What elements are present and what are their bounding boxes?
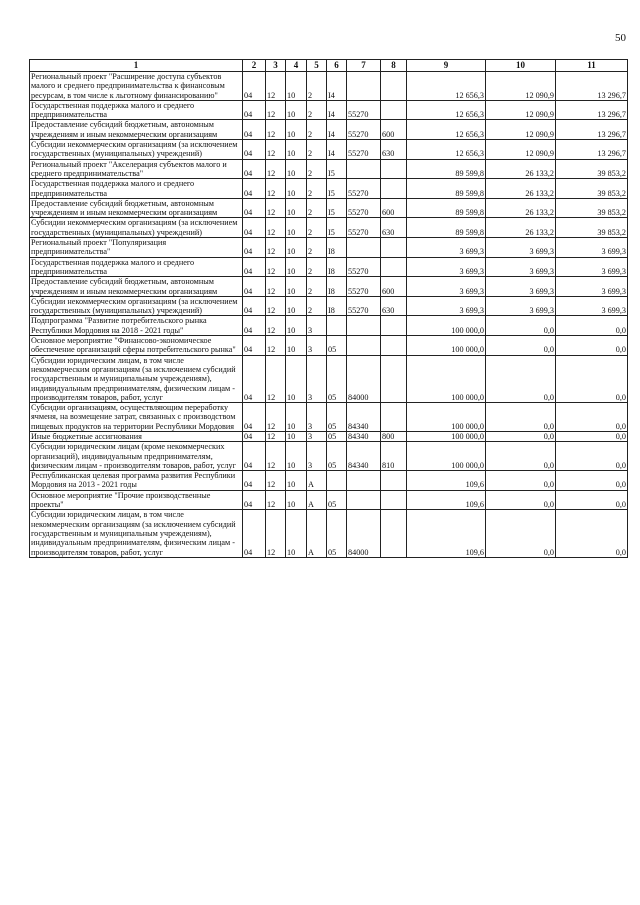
code-cell: 05 bbox=[327, 490, 347, 510]
table-row bbox=[30, 442, 628, 471]
code-cell: 04 bbox=[243, 238, 266, 258]
table-row bbox=[30, 355, 628, 402]
code-cell: 12 bbox=[266, 179, 286, 199]
code-cell: 10 bbox=[286, 403, 307, 432]
table-row bbox=[30, 257, 628, 277]
code-cell: 12 bbox=[266, 238, 286, 258]
row-name-cell: Субсидии некоммерческим организациям (за исключением государственных (муниципальных) учреждений) bbox=[30, 296, 243, 316]
budget-table bbox=[29, 59, 628, 558]
code-cell: 55270 bbox=[347, 100, 381, 120]
amount-cell: 89 599,8 bbox=[407, 198, 486, 218]
code-cell: I8 bbox=[327, 296, 347, 316]
code-cell: 10 bbox=[286, 431, 307, 441]
code-cell: 04 bbox=[243, 471, 266, 491]
amount-cell: 109,6 bbox=[407, 471, 486, 491]
amount-cell: 109,6 bbox=[407, 510, 486, 557]
code-cell: 600 bbox=[381, 277, 407, 297]
code-cell: 630 bbox=[381, 218, 407, 238]
code-cell bbox=[381, 403, 407, 432]
table-row bbox=[30, 179, 628, 199]
amount-cell: 0,0 bbox=[556, 355, 628, 402]
code-cell: 12 bbox=[266, 490, 286, 510]
table-row bbox=[30, 471, 628, 491]
code-cell: 10 bbox=[286, 120, 307, 140]
code-cell: 10 bbox=[286, 140, 307, 160]
amount-cell: 13 296,7 bbox=[556, 72, 628, 101]
code-cell: 04 bbox=[243, 198, 266, 218]
code-cell bbox=[347, 159, 381, 179]
code-cell: 2 bbox=[307, 198, 327, 218]
page-number: 50 bbox=[615, 32, 626, 44]
code-cell bbox=[381, 159, 407, 179]
code-cell: 12 bbox=[266, 72, 286, 101]
table-row bbox=[30, 490, 628, 510]
code-cell: 10 bbox=[286, 159, 307, 179]
code-cell: А bbox=[307, 510, 327, 557]
code-cell: 2 bbox=[307, 179, 327, 199]
code-cell bbox=[381, 316, 407, 336]
amount-cell: 26 133,2 bbox=[486, 198, 556, 218]
amount-cell: 0,0 bbox=[486, 490, 556, 510]
column-header: 9 bbox=[407, 60, 486, 72]
code-cell: 04 bbox=[243, 120, 266, 140]
code-cell: 55270 bbox=[347, 277, 381, 297]
row-name-cell: Субсидии юридическим лицам, в том числе некоммерческим организациям (за исключением субсидий государственным и муниципальным учреждениям), индивидуальным предпринимателям, физическим лицам - производителям товаров, работ, услуг bbox=[30, 355, 243, 402]
code-cell: 04 bbox=[243, 490, 266, 510]
table-row bbox=[30, 316, 628, 336]
code-cell: 84340 bbox=[347, 442, 381, 471]
code-cell: 12 bbox=[266, 336, 286, 356]
amount-cell: 12 656,3 bbox=[407, 100, 486, 120]
code-cell: I4 bbox=[327, 120, 347, 140]
code-cell: 04 bbox=[243, 403, 266, 432]
code-cell bbox=[381, 510, 407, 557]
code-cell: 12 bbox=[266, 100, 286, 120]
code-cell: 630 bbox=[381, 296, 407, 316]
table-row bbox=[30, 431, 628, 441]
code-cell: 10 bbox=[286, 179, 307, 199]
code-cell: 04 bbox=[243, 277, 266, 297]
amount-cell: 3 699,3 bbox=[486, 257, 556, 277]
code-cell: 10 bbox=[286, 218, 307, 238]
amount-cell: 12 090,9 bbox=[486, 72, 556, 101]
amount-cell: 0,0 bbox=[556, 403, 628, 432]
code-cell: 55270 bbox=[347, 296, 381, 316]
amount-cell: 0,0 bbox=[486, 442, 556, 471]
amount-cell: 3 699,3 bbox=[556, 257, 628, 277]
code-cell: 12 bbox=[266, 140, 286, 160]
amount-cell: 100 000,0 bbox=[407, 355, 486, 402]
code-cell: I4 bbox=[327, 100, 347, 120]
row-name-cell: Основное мероприятие "Финансово-экономическое обеспечение организаций сферы потребительского рынка" bbox=[30, 336, 243, 356]
code-cell: 05 bbox=[327, 403, 347, 432]
amount-cell: 12 090,9 bbox=[486, 140, 556, 160]
amount-cell: 26 133,2 bbox=[486, 218, 556, 238]
code-cell: 04 bbox=[243, 316, 266, 336]
amount-cell: 100 000,0 bbox=[407, 442, 486, 471]
amount-cell: 39 853,2 bbox=[556, 179, 628, 199]
amount-cell: 13 296,7 bbox=[556, 140, 628, 160]
code-cell: I4 bbox=[327, 72, 347, 101]
table-row bbox=[30, 120, 628, 140]
code-cell: 12 bbox=[266, 442, 286, 471]
code-cell: 84000 bbox=[347, 510, 381, 557]
code-cell bbox=[381, 471, 407, 491]
table-row bbox=[30, 336, 628, 356]
code-cell: 10 bbox=[286, 471, 307, 491]
amount-cell: 26 133,2 bbox=[486, 159, 556, 179]
row-name-cell: Предоставление субсидий бюджетным, автономным учреждениям и иным некоммерческим организациям bbox=[30, 120, 243, 140]
code-cell bbox=[347, 238, 381, 258]
table-row bbox=[30, 238, 628, 258]
code-cell: 04 bbox=[243, 140, 266, 160]
code-cell: 2 bbox=[307, 277, 327, 297]
row-name-cell: Государственная поддержка малого и среднего предпринимательства bbox=[30, 257, 243, 277]
code-cell: I5 bbox=[327, 198, 347, 218]
amount-cell: 3 699,3 bbox=[407, 277, 486, 297]
amount-cell: 3 699,3 bbox=[486, 296, 556, 316]
row-name-cell: Субсидии юридическим лицам, в том числе некоммерческим организациям (за исключением субсидий государственным и муниципальным учреждениям), индивидуальным предпринимателям, физическим лицам - производителям товаров, работ, услуг bbox=[30, 510, 243, 557]
amount-cell: 3 699,3 bbox=[407, 238, 486, 258]
amount-cell: 100 000,0 bbox=[407, 431, 486, 441]
table-row bbox=[30, 159, 628, 179]
code-cell: 10 bbox=[286, 257, 307, 277]
code-cell bbox=[347, 316, 381, 336]
code-cell: I5 bbox=[327, 218, 347, 238]
code-cell: 3 bbox=[307, 355, 327, 402]
code-cell: 2 bbox=[307, 238, 327, 258]
code-cell: 10 bbox=[286, 72, 307, 101]
code-cell: 12 bbox=[266, 431, 286, 441]
code-cell bbox=[381, 100, 407, 120]
code-cell: 55270 bbox=[347, 179, 381, 199]
amount-cell: 39 853,2 bbox=[556, 198, 628, 218]
code-cell: I4 bbox=[327, 140, 347, 160]
code-cell: 04 bbox=[243, 257, 266, 277]
row-name-cell: Подпрограмма "Развитие потребительского рынка Республики Мордовия на 2018 - 2021 годы" bbox=[30, 316, 243, 336]
row-name-cell: Государственная поддержка малого и среднего предпринимательства bbox=[30, 100, 243, 120]
code-cell: 12 bbox=[266, 510, 286, 557]
code-cell: 55270 bbox=[347, 257, 381, 277]
row-name-cell: Республиканская целевая программа развития Республики Мордовия на 2013 - 2021 годы bbox=[30, 471, 243, 491]
amount-cell: 0,0 bbox=[556, 316, 628, 336]
amount-cell: 0,0 bbox=[486, 316, 556, 336]
code-cell: 3 bbox=[307, 442, 327, 471]
code-cell: 04 bbox=[243, 431, 266, 441]
amount-cell: 12 656,3 bbox=[407, 140, 486, 160]
code-cell: 55270 bbox=[347, 218, 381, 238]
amount-cell: 0,0 bbox=[486, 403, 556, 432]
code-cell: 04 bbox=[243, 218, 266, 238]
code-cell: 12 bbox=[266, 159, 286, 179]
code-cell: 3 bbox=[307, 336, 327, 356]
code-cell: 84340 bbox=[347, 431, 381, 441]
row-name-cell: Субсидии организациям, осуществляющим переработку ячменя, на возмещение затрат, связанных с производством пищевых продуктов на территории Республики Мордовия bbox=[30, 403, 243, 432]
table-row bbox=[30, 277, 628, 297]
amount-cell: 3 699,3 bbox=[407, 296, 486, 316]
code-cell: 55270 bbox=[347, 120, 381, 140]
code-cell: 12 bbox=[266, 471, 286, 491]
code-cell: 10 bbox=[286, 238, 307, 258]
code-cell: I5 bbox=[327, 179, 347, 199]
amount-cell: 0,0 bbox=[486, 355, 556, 402]
amount-cell: 89 599,8 bbox=[407, 218, 486, 238]
table-row bbox=[30, 403, 628, 432]
code-cell: 55270 bbox=[347, 140, 381, 160]
column-header: 11 bbox=[556, 60, 628, 72]
table-body bbox=[30, 72, 628, 558]
code-cell: 2 bbox=[307, 140, 327, 160]
code-cell: 84340 bbox=[347, 403, 381, 432]
amount-cell: 89 599,8 bbox=[407, 159, 486, 179]
code-cell: 810 bbox=[381, 442, 407, 471]
column-header: 10 bbox=[486, 60, 556, 72]
amount-cell: 109,6 bbox=[407, 490, 486, 510]
code-cell: 10 bbox=[286, 316, 307, 336]
code-cell: 10 bbox=[286, 100, 307, 120]
table-row bbox=[30, 198, 628, 218]
code-cell: I8 bbox=[327, 257, 347, 277]
code-cell: 3 bbox=[307, 403, 327, 432]
code-cell: 12 bbox=[266, 218, 286, 238]
code-cell bbox=[381, 72, 407, 101]
code-cell: 12 bbox=[266, 403, 286, 432]
row-name-cell: Региональный проект "Расширение доступа субъектов малого и среднего предпринимательства к финансовым ресурсам, в том числе к льготному финансированию" bbox=[30, 72, 243, 101]
amount-cell: 0,0 bbox=[486, 431, 556, 441]
code-cell: 2 bbox=[307, 159, 327, 179]
table-row bbox=[30, 510, 628, 557]
row-name-cell: Региональный проект "Акселерация субъектов малого и среднего предпринимательства" bbox=[30, 159, 243, 179]
code-cell: 05 bbox=[327, 355, 347, 402]
code-cell: 12 bbox=[266, 296, 286, 316]
amount-cell: 12 090,9 bbox=[486, 100, 556, 120]
amount-cell: 0,0 bbox=[556, 442, 628, 471]
code-cell: 10 bbox=[286, 277, 307, 297]
column-header: 2 bbox=[243, 60, 266, 72]
amount-cell: 3 699,3 bbox=[556, 296, 628, 316]
table-row bbox=[30, 296, 628, 316]
amount-cell: 0,0 bbox=[556, 431, 628, 441]
code-cell: А bbox=[307, 471, 327, 491]
code-cell: 3 bbox=[307, 431, 327, 441]
table-row bbox=[30, 218, 628, 238]
table-header-row bbox=[30, 60, 628, 72]
table-row bbox=[30, 100, 628, 120]
amount-cell: 3 699,3 bbox=[486, 238, 556, 258]
column-header: 6 bbox=[327, 60, 347, 72]
amount-cell: 3 699,3 bbox=[556, 277, 628, 297]
table-row bbox=[30, 72, 628, 101]
amount-cell: 0,0 bbox=[486, 471, 556, 491]
amount-cell: 100 000,0 bbox=[407, 336, 486, 356]
code-cell: 600 bbox=[381, 120, 407, 140]
code-cell: 2 bbox=[307, 100, 327, 120]
code-cell bbox=[381, 490, 407, 510]
code-cell: 12 bbox=[266, 355, 286, 402]
column-header: 5 bbox=[307, 60, 327, 72]
amount-cell: 0,0 bbox=[556, 490, 628, 510]
amount-cell: 0,0 bbox=[556, 336, 628, 356]
code-cell: 04 bbox=[243, 510, 266, 557]
code-cell: 12 bbox=[266, 316, 286, 336]
code-cell: 04 bbox=[243, 336, 266, 356]
code-cell: 04 bbox=[243, 159, 266, 179]
amount-cell: 12 656,3 bbox=[407, 72, 486, 101]
code-cell bbox=[347, 72, 381, 101]
row-name-cell: Предоставление субсидий бюджетным, автономным учреждениям и иным некоммерческим организациям bbox=[30, 198, 243, 218]
row-name-cell: Государственная поддержка малого и среднего предпринимательства bbox=[30, 179, 243, 199]
amount-cell: 3 699,3 bbox=[556, 238, 628, 258]
row-name-cell: Субсидии некоммерческим организациям (за исключением государственных (муниципальных) учреждений) bbox=[30, 218, 243, 238]
table-row bbox=[30, 140, 628, 160]
code-cell: 10 bbox=[286, 296, 307, 316]
code-cell: 12 bbox=[266, 198, 286, 218]
row-name-cell: Субсидии некоммерческим организациям (за исключением государственных (муниципальных) учреждений) bbox=[30, 140, 243, 160]
column-header: 4 bbox=[286, 60, 307, 72]
amount-cell: 39 853,2 bbox=[556, 218, 628, 238]
code-cell bbox=[327, 471, 347, 491]
column-header: 7 bbox=[347, 60, 381, 72]
code-cell: 630 bbox=[381, 140, 407, 160]
code-cell: 2 bbox=[307, 257, 327, 277]
code-cell: 10 bbox=[286, 490, 307, 510]
code-cell: 3 bbox=[307, 316, 327, 336]
code-cell: 10 bbox=[286, 442, 307, 471]
code-cell: 12 bbox=[266, 257, 286, 277]
code-cell: I8 bbox=[327, 238, 347, 258]
code-cell bbox=[347, 490, 381, 510]
amount-cell: 0,0 bbox=[486, 336, 556, 356]
code-cell bbox=[347, 336, 381, 356]
amount-cell: 100 000,0 bbox=[407, 403, 486, 432]
code-cell bbox=[381, 257, 407, 277]
code-cell bbox=[381, 179, 407, 199]
amount-cell: 12 090,9 bbox=[486, 120, 556, 140]
code-cell: 84000 bbox=[347, 355, 381, 402]
code-cell: 05 bbox=[327, 510, 347, 557]
code-cell: 600 bbox=[381, 198, 407, 218]
code-cell bbox=[381, 336, 407, 356]
row-name-cell: Региональный проект "Популяризация предпринимательства" bbox=[30, 238, 243, 258]
code-cell: I5 bbox=[327, 159, 347, 179]
code-cell: 04 bbox=[243, 296, 266, 316]
amount-cell: 39 853,2 bbox=[556, 159, 628, 179]
code-cell: 05 bbox=[327, 431, 347, 441]
code-cell: 12 bbox=[266, 277, 286, 297]
amount-cell: 100 000,0 bbox=[407, 316, 486, 336]
amount-cell: 3 699,3 bbox=[407, 257, 486, 277]
code-cell: 55270 bbox=[347, 198, 381, 218]
code-cell: 12 bbox=[266, 120, 286, 140]
code-cell: 04 bbox=[243, 72, 266, 101]
code-cell: 800 bbox=[381, 431, 407, 441]
amount-cell: 13 296,7 bbox=[556, 100, 628, 120]
code-cell bbox=[327, 316, 347, 336]
amount-cell: 89 599,8 bbox=[407, 179, 486, 199]
amount-cell: 0,0 bbox=[556, 510, 628, 557]
code-cell: 04 bbox=[243, 100, 266, 120]
amount-cell: 12 656,3 bbox=[407, 120, 486, 140]
code-cell: 10 bbox=[286, 198, 307, 218]
code-cell: 2 bbox=[307, 120, 327, 140]
code-cell: 10 bbox=[286, 336, 307, 356]
amount-cell: 0,0 bbox=[486, 510, 556, 557]
code-cell: А bbox=[307, 490, 327, 510]
amount-cell: 0,0 bbox=[556, 471, 628, 491]
code-cell: 2 bbox=[307, 218, 327, 238]
code-cell: 04 bbox=[243, 355, 266, 402]
column-header: 8 bbox=[381, 60, 407, 72]
code-cell: 05 bbox=[327, 336, 347, 356]
amount-cell: 13 296,7 bbox=[556, 120, 628, 140]
column-header: 1 bbox=[30, 60, 243, 72]
column-header: 3 bbox=[266, 60, 286, 72]
code-cell: I8 bbox=[327, 277, 347, 297]
code-cell: 05 bbox=[327, 442, 347, 471]
code-cell: 10 bbox=[286, 510, 307, 557]
code-cell bbox=[381, 238, 407, 258]
row-name-cell: Основное мероприятие "Прочие производственные проекты" bbox=[30, 490, 243, 510]
row-name-cell: Иные бюджетные ассигнования bbox=[30, 431, 243, 441]
code-cell: 04 bbox=[243, 442, 266, 471]
amount-cell: 26 133,2 bbox=[486, 179, 556, 199]
row-name-cell: Субсидии юридическим лицам (кроме некоммерческих организаций), индивидуальным предпринимателям, физическим лицам - производителям товаров, работ, услуг bbox=[30, 442, 243, 471]
code-cell bbox=[381, 355, 407, 402]
code-cell: 10 bbox=[286, 355, 307, 402]
code-cell: 2 bbox=[307, 72, 327, 101]
row-name-cell: Предоставление субсидий бюджетным, автономным учреждениям и иным некоммерческим организациям bbox=[30, 277, 243, 297]
amount-cell: 3 699,3 bbox=[486, 277, 556, 297]
code-cell: 2 bbox=[307, 296, 327, 316]
code-cell bbox=[347, 471, 381, 491]
code-cell: 04 bbox=[243, 179, 266, 199]
